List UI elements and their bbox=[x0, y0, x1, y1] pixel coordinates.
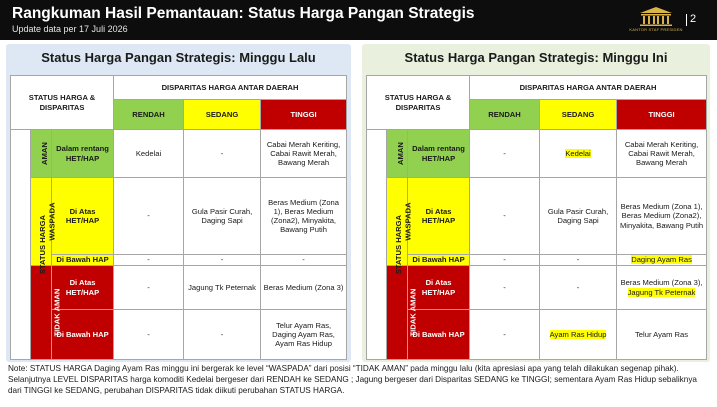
status-table-this-week bbox=[366, 75, 707, 360]
footnote: Note: STATUS HARGA Daging Ayam Ras minggu ini bergerak ke level “WASPADA” dari posisi “TIDAK AMAN” pada minggu lalu (kita apresiasi apa yang telah dilakukan segenap pihak). Selanjutnya LEVEL DISPARITAS harga komoditi Kedelai bergeser dari RENDAH ke SEDANG ; Jagung bergeser dari Disparitas SEDANG ke TINGGI; sementara Ayam Ras Hidup sebaliknya dari TINGGI ke SEDANG, perubahan DISPARITAS tidak diikuti perubahan STATUS HARGA. bbox=[8, 364, 697, 395]
cell-aman-rendah: - bbox=[470, 130, 540, 178]
cell-waspada-atas-rendah: - bbox=[470, 178, 540, 255]
cell-aman-tinggi: Cabai Merah Keriting, Cabai Rawit Merah, Bawang Merah bbox=[261, 130, 347, 178]
cell-waspada-atas-tinggi: Beras Medium (Zona 1), Beras Medium (Zona2), Minyakita, Bawang Putih bbox=[617, 178, 707, 255]
cell-waspada-atas-rendah: - bbox=[114, 178, 184, 255]
cell-waspada-bawah-tinggi: - bbox=[261, 255, 347, 266]
panel-this-week bbox=[362, 44, 710, 362]
aman-label: AMAN bbox=[31, 130, 52, 178]
cell-waspada-bawah-sedang: - bbox=[184, 255, 261, 266]
cell-waspada-atas-sedang: Gula Pasir Curah, Daging Sapi bbox=[540, 178, 617, 255]
di-atas-het-label: Di Atas HET/HAP bbox=[52, 266, 114, 310]
col-rendah: RENDAH bbox=[470, 100, 540, 130]
cell-waspada-atas-tinggi: Beras Medium (Zona 1), Beras Medium (Zona2), Minyakita, Bawang Putih bbox=[261, 178, 347, 255]
status-harga-label: STATUS HARGA bbox=[367, 130, 387, 360]
col-sedang: SEDANG bbox=[184, 100, 261, 130]
building-icon bbox=[626, 6, 686, 28]
cell-waspada-atas-sedang: Gula Pasir Curah, Daging Sapi bbox=[184, 178, 261, 255]
waspada-label: WASPADA bbox=[31, 178, 52, 266]
slide-subtitle: Update data per 17 Juli 2026 bbox=[12, 24, 128, 34]
cell-aman-tinggi: Cabai Merah Keriting, Cabai Rawit Merah, Bawang Merah bbox=[617, 130, 707, 178]
cell-tidak-bawah-rendah: - bbox=[470, 310, 540, 360]
di-atas-het-label: Di Atas HET/HAP bbox=[52, 178, 114, 255]
aman-label: AMAN bbox=[387, 130, 408, 178]
tidak-aman-label: TIDAK AMAN bbox=[31, 266, 52, 360]
di-atas-het-label: Di Atas HET/HAP bbox=[408, 266, 470, 310]
di-bawah-hap-label: Di Bawah HAP bbox=[52, 310, 114, 360]
ksp-logo bbox=[626, 6, 686, 34]
cell-waspada-bawah-tinggi bbox=[617, 255, 707, 266]
cell-aman-sedang bbox=[540, 130, 617, 178]
cell-tidak-bawah-sedang: - bbox=[184, 310, 261, 360]
cell-tidak-bawah-rendah: - bbox=[114, 310, 184, 360]
cell-aman-rendah: Kedelai bbox=[114, 130, 184, 178]
cell-tidak-atas-tinggi: Beras Medium (Zona 3) bbox=[261, 266, 347, 310]
col-tinggi: TINGGI bbox=[261, 100, 347, 130]
cell-tidak-atas-rendah: - bbox=[470, 266, 540, 310]
cell-tidak-atas-rendah: - bbox=[114, 266, 184, 310]
col-tinggi: TINGGI bbox=[617, 100, 707, 130]
page-number: 2 bbox=[690, 13, 697, 25]
cell-waspada-bawah-sedang: - bbox=[540, 255, 617, 266]
slide-header bbox=[0, 0, 717, 40]
highlight-jagung: Jagung Tk Peternak bbox=[627, 287, 696, 297]
cell-tidak-atas-sedang: Jagung Tk Peternak bbox=[184, 266, 261, 310]
cell-waspada-bawah-rendah: - bbox=[470, 255, 540, 266]
panel-last-week bbox=[6, 44, 351, 362]
status-table-last-week bbox=[10, 75, 347, 360]
di-bawah-hap-label: Di Bawah HAP bbox=[52, 255, 114, 266]
highlight-daging-ayam-ras: Daging Ayam Ras bbox=[631, 255, 692, 265]
cell-waspada-bawah-rendah: - bbox=[114, 255, 184, 266]
highlight-ayam-ras-hidup: Ayam Ras Hidup bbox=[549, 329, 607, 339]
cell-tidak-atas-tinggi bbox=[617, 266, 707, 310]
status-header: STATUS HARGA & DISPARITAS bbox=[367, 76, 470, 130]
panel-title-last-week: Status Harga Pangan Strategis: Minggu Lalu bbox=[41, 50, 316, 65]
dalam-rentang-label: Dalam rentang HET/HAP bbox=[52, 130, 114, 178]
waspada-label: WASPADA bbox=[387, 178, 408, 266]
di-bawah-hap-label: Di Bawah HAP bbox=[408, 310, 470, 360]
col-rendah: RENDAH bbox=[114, 100, 184, 130]
di-bawah-hap-label: Di Bawah HAP bbox=[408, 255, 470, 266]
disparitas-header: DISPARITAS HARGA ANTAR DAERAH bbox=[114, 76, 347, 100]
col-sedang: SEDANG bbox=[540, 100, 617, 130]
cell-tidak-bawah-tinggi: Telur Ayam Ras bbox=[617, 310, 707, 360]
logo-text: KANTOR STAF PRESIDEN bbox=[629, 27, 683, 32]
panel-title-this-week: Status Harga Pangan Strategis: Minggu Ini bbox=[404, 50, 668, 65]
cell-tidak-bawah-sedang bbox=[540, 310, 617, 360]
tidak-aman-label: TIDAK AMAN bbox=[387, 266, 408, 360]
cell-aman-sedang: - bbox=[184, 130, 261, 178]
dalam-rentang-label: Dalam rentang HET/HAP bbox=[408, 130, 470, 178]
beras-medium-zona3-text: Beras Medium (Zona 3), bbox=[620, 278, 703, 288]
status-header: STATUS HARGA & DISPARITAS bbox=[11, 76, 114, 130]
disparitas-header: DISPARITAS HARGA ANTAR DAERAH bbox=[470, 76, 707, 100]
cell-tidak-bawah-tinggi: Telur Ayam Ras, Daging Ayam Ras, Ayam Ras Hidup bbox=[261, 310, 347, 360]
slide-title: Rangkuman Hasil Pemantauan: Status Harga Pangan Strategis bbox=[12, 5, 475, 22]
di-atas-het-label: Di Atas HET/HAP bbox=[408, 178, 470, 255]
status-harga-label: STATUS HARGA bbox=[11, 130, 31, 360]
highlight-kedelai: Kedelai bbox=[565, 148, 591, 158]
cell-tidak-atas-sedang: - bbox=[540, 266, 617, 310]
